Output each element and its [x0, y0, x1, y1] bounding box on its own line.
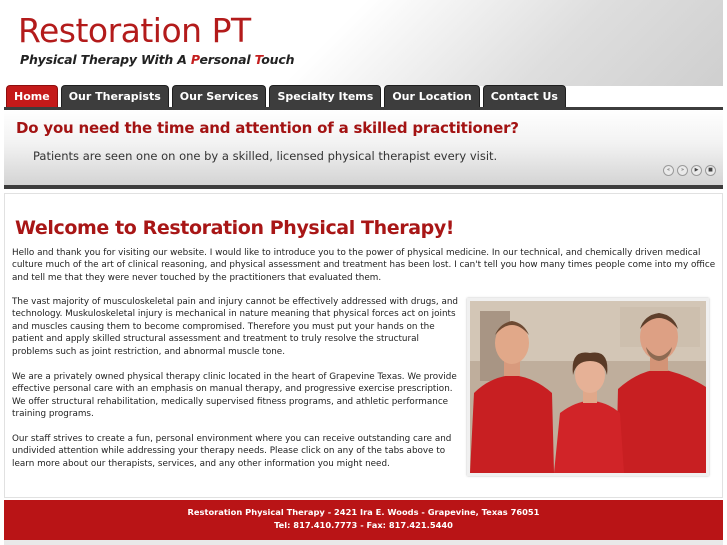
site-header — [4, 0, 723, 86]
main-nav — [6, 85, 569, 108]
slider-controls — [660, 165, 716, 176]
tab-contact-us[interactable]: Contact Us — [483, 85, 566, 108]
tagline-text: ersonal — [199, 52, 255, 67]
slider-text: Patients are seen one on one by a skilled, licensed physical therapist every visit. — [33, 149, 498, 163]
staff-photo — [467, 298, 709, 476]
body-paragraph: The vast majority of musculoskeletal pain and injury cannot be effectively addressed with drugs, and technology. Muskuloskeletal injury is mechanical in nature meaning that physical forces act on joints and muscles causing them to become compromised. Therefore you must put your hands on the patient and apply skilled structural assessment and treatment to truly resolve the structural problems such as joint restriction, and abnormal muscle tone. — [12, 297, 459, 357]
tab-home[interactable]: Home — [6, 85, 58, 108]
slider-headline: Do you need the time and attention of a skilled practitioner? — [16, 119, 519, 137]
body-paragraph: Our staff strives to create a fun, personal environment where you can receive outstanding care and undivided attention while addressing your therapy needs. Please click on any of the tabs above to learn more about our therapists, services, and any other information you might need. — [12, 434, 452, 469]
tab-our-services[interactable]: Our Services — [172, 85, 267, 108]
body-paragraph: We are a privately owned physical therapy clinic located in the heart of Grapevine Texas. We provide effective personal care with an emphasis on manual therapy, and progressive exercise prescription. We offer structural rehabilitation, medically supervised fitness programs, and athletic performance training programs. — [12, 372, 457, 420]
tagline-text: Physical Therapy With A — [20, 52, 191, 67]
slider-divider — [4, 185, 723, 189]
footer-address: Restoration Physical Therapy - 2421 Ira E. Woods - Grapevine, Texas 76051 — [187, 507, 540, 517]
tab-our-location[interactable]: Our Location — [384, 85, 479, 108]
footer-bottom-strip — [4, 540, 723, 545]
play-icon[interactable]: ▶ — [691, 165, 702, 176]
feature-slider — [4, 110, 723, 185]
fast-forward-icon[interactable]: » — [677, 165, 688, 176]
tab-our-therapists[interactable]: Our Therapists — [61, 85, 169, 108]
page — [4, 0, 723, 545]
site-tagline — [20, 52, 294, 67]
main-content — [4, 193, 723, 498]
site-logo-title[interactable]: Restoration PT — [18, 11, 251, 50]
intro-paragraph: Hello and thank you for visiting our website. I would like to introduce you to the power of physical medicine. In our technical, and chemically driven medical culture much of the art of clinical reasoning, and physical assessment and treatment has been lost. I can't tell you how many times people come into my office and tell me that they were never touched by the practitioners that evaluated them. — [12, 248, 716, 283]
tagline-text: ouch — [261, 52, 295, 67]
footer-contact: Tel: 817.410.7773 - Fax: 817.421.5440 — [274, 520, 453, 530]
tab-specialty-items[interactable]: Specialty Items — [269, 85, 381, 108]
site-footer — [4, 500, 723, 540]
stop-icon[interactable]: ■ — [705, 165, 716, 176]
staff-photo-illustration — [470, 301, 706, 473]
tagline-initial-t: T — [254, 52, 262, 67]
rewind-icon[interactable]: « — [663, 165, 674, 176]
page-title: Welcome to Restoration Physical Therapy! — [15, 217, 455, 239]
tagline-initial-p: P — [190, 52, 200, 67]
